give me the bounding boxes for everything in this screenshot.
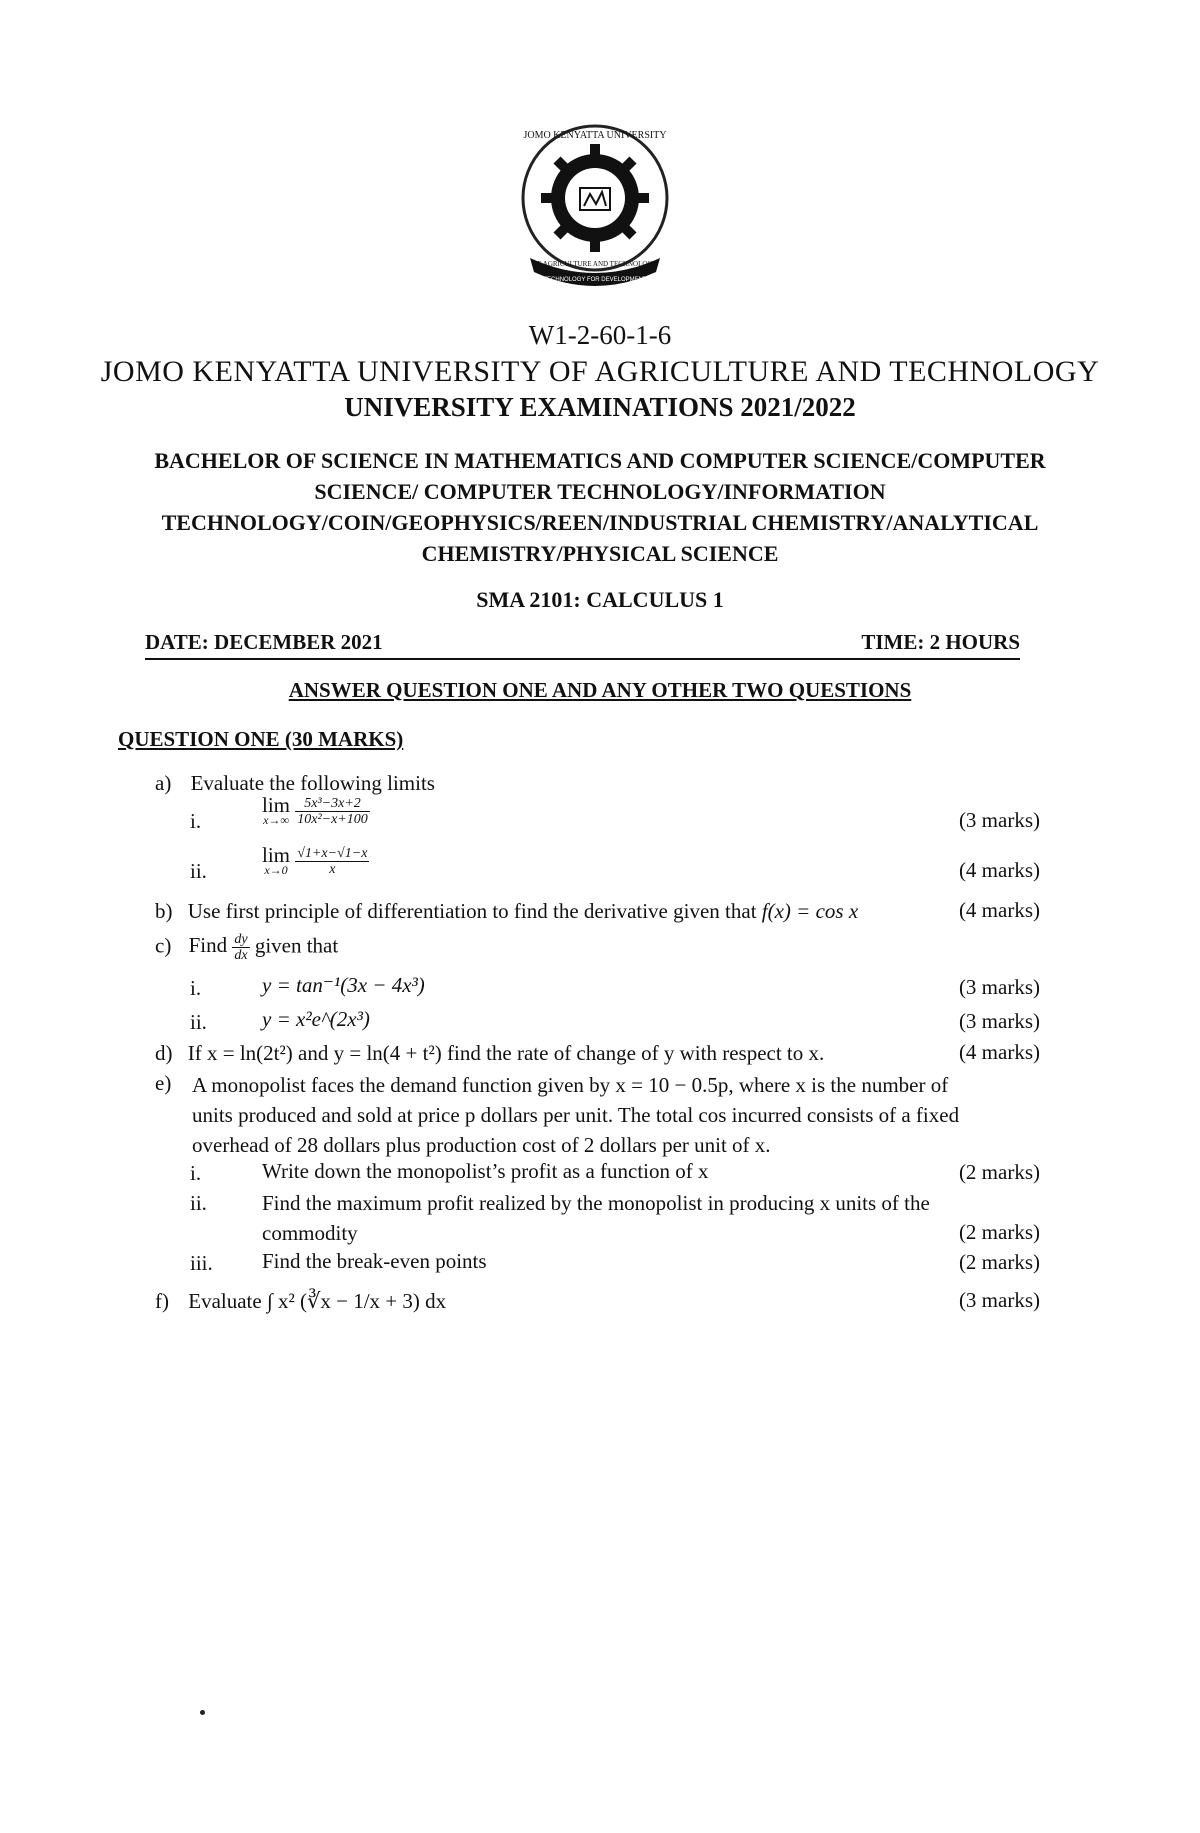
sub-label: ii.	[190, 1191, 207, 1215]
expression: y = x²e^(2x³)	[262, 1007, 370, 1031]
paper-code: W1-2-60-1-6	[528, 320, 672, 350]
marks: (4 marks)	[958, 1040, 1040, 1064]
sub-text-block	[262, 1188, 930, 1248]
numerator: √1+x−√1−x	[297, 846, 368, 861]
part-expression: f(x) = cos x	[761, 899, 859, 923]
exam-date: DATE: DECEMBER 2021	[145, 630, 383, 654]
part-text-line: overhead of 28 dollars plus production cost of 2 dollars per unit of x.	[192, 1133, 771, 1157]
programme	[120, 445, 1080, 569]
question-d	[155, 1040, 824, 1066]
sub-label: ii.	[190, 859, 207, 883]
limit-expression	[262, 843, 369, 877]
sub-text: Find the break-even points	[262, 1249, 487, 1273]
part-text: Find	[188, 933, 228, 958]
marks: (4 marks)	[958, 858, 1040, 882]
university-logo	[510, 118, 680, 308]
lim-sub: x→0	[264, 863, 288, 877]
part-label: a)	[155, 771, 172, 795]
sub-label: i.	[190, 976, 202, 1000]
part-text: Evaluate ∫ x² (∛x − 1/x + 3) dx	[188, 1289, 447, 1313]
marks: (4 marks)	[958, 898, 1040, 922]
instruction-text: ANSWER QUESTION ONE AND ANY OTHER TWO QUESTIONS	[288, 678, 912, 702]
sub-text: commodity	[262, 1221, 358, 1245]
question-a-i	[190, 808, 201, 834]
marks: (2 marks)	[958, 1250, 1040, 1274]
programme-line: SCIENCE/ COMPUTER TECHNOLOGY/INFORMATION	[314, 479, 886, 504]
part-label: f)	[155, 1289, 169, 1313]
sub-text: Write down the monopolist’s profit as a function of x	[262, 1159, 709, 1183]
lim-word: lim	[262, 843, 291, 867]
question-c-i	[190, 975, 201, 1001]
programme-line: BACHELOR OF SCIENCE IN MATHEMATICS AND COMPUTER SCIENCE/COMPUTER	[154, 448, 1046, 473]
part-text-line: units produced and sold at price p dollars per unit. The total cos incurred consists of a fixed	[192, 1103, 960, 1127]
denominator: x	[329, 862, 336, 877]
question-a-ii	[190, 858, 207, 884]
question-one-title: QUESTION ONE (30 MARKS)	[118, 727, 404, 751]
marks: (3 marks)	[958, 975, 1040, 999]
date-time-row	[145, 628, 1020, 660]
exam-title: UNIVERSITY EXAMINATIONS 2021/2022	[344, 392, 856, 422]
university-name: JOMO KENYATTA UNIVERSITY OF AGRICULTURE AND TECHNOLOGY	[100, 355, 1100, 388]
question-b	[155, 898, 858, 924]
question-e	[155, 1070, 171, 1096]
sub-label: ii.	[190, 1010, 207, 1034]
exam-time: TIME: 2 HOURS	[861, 630, 1020, 654]
numerator: 5x³−3x+2	[295, 796, 370, 812]
question-c-ii	[190, 1009, 207, 1035]
scan-speck	[200, 1710, 205, 1715]
marks: (3 marks)	[958, 808, 1040, 832]
part-label: d)	[155, 1041, 173, 1065]
denominator: 10x²−x+100	[297, 812, 368, 827]
programme-line: TECHNOLOGY/COIN/GEOPHYSICS/REEN/INDUSTRIAL CHEMISTRY/ANALYTICAL	[161, 510, 1039, 535]
limit-expression	[262, 793, 370, 827]
question-e-iii	[190, 1250, 213, 1276]
part-label: b)	[155, 899, 173, 923]
programme-line: CHEMISTRY/PHYSICAL SCIENCE	[421, 541, 779, 566]
sub-label: i.	[190, 1161, 202, 1185]
question-e-ii	[190, 1190, 207, 1216]
question-e-text	[192, 1070, 959, 1160]
part-text: Evaluate the following limits	[190, 771, 435, 795]
part-label: e)	[155, 1071, 172, 1095]
numerator: dy	[234, 932, 248, 947]
question-e-i	[190, 1160, 201, 1186]
part-label: c)	[155, 933, 172, 958]
marks: (3 marks)	[958, 1288, 1040, 1312]
expression: y = tan⁻¹(3x − 4x³)	[262, 973, 425, 997]
sub-label: i.	[190, 809, 202, 833]
logo-text-top: JOMO KENYATTA UNIVERSITY	[523, 130, 667, 141]
logo-text-bottom: OF AGRICULTURE AND TECHNOLOGY	[532, 260, 658, 268]
sub-text: Find the maximum profit realized by the monopolist in producing x units of the	[262, 1191, 930, 1215]
logo-motto: TECHNOLOGY FOR DEVELOPMENT	[543, 277, 647, 283]
lim-word: lim	[262, 793, 291, 817]
question-c	[155, 932, 338, 963]
logo-seal-icon	[510, 118, 680, 308]
denominator: dx	[234, 948, 248, 963]
marks: (2 marks)	[958, 1160, 1040, 1184]
instruction	[0, 678, 1200, 703]
part-text-line: A monopolist faces the demand function given by x = 10 − 0.5p, where x is the number of	[192, 1073, 949, 1097]
course-title: SMA 2101: CALCULUS 1	[476, 587, 724, 612]
question-f	[155, 1288, 446, 1314]
part-text: If x = ln(2t²) and y = ln(4 + t²) find the rate of change of y with respect to x.	[187, 1041, 825, 1065]
marks: (3 marks)	[958, 1009, 1040, 1033]
sub-label: iii.	[190, 1251, 213, 1275]
marks: (2 marks)	[958, 1220, 1040, 1244]
part-text: given that	[254, 933, 339, 958]
lim-sub: x→∞	[263, 813, 289, 827]
question-a	[155, 770, 435, 796]
part-text: Use first principle of differentiation to find the derivative given that	[187, 899, 757, 923]
